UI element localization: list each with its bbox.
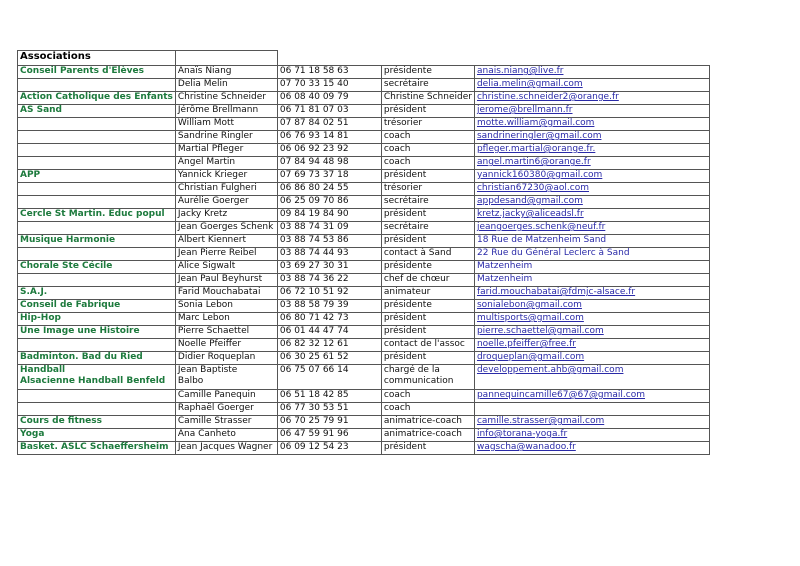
- associations-table: [17, 50, 710, 455]
- association-cell: [18, 79, 176, 92]
- association-cell: [18, 248, 176, 261]
- phone-cell: 06 51 18 42 85: [277, 390, 381, 403]
- name-cell: Marc Lebon: [175, 313, 277, 326]
- name-cell: Jean Pierre Reibel: [175, 248, 277, 261]
- contact-cell[interactable]: camille.strasser@gmail.com: [474, 416, 709, 429]
- name-cell: Noelle Pfeiffer: [175, 339, 277, 352]
- role-cell: président: [381, 105, 474, 118]
- table-row: [18, 209, 710, 222]
- contact-cell[interactable]: pfleger.martial@orange.fr.: [474, 144, 709, 157]
- association-cell: Chorale Ste Cécile: [18, 261, 176, 274]
- role-cell: contact à Sand: [381, 248, 474, 261]
- phone-cell: 06 77 30 53 51: [277, 403, 381, 416]
- table-row: [18, 118, 710, 131]
- contact-cell[interactable]: kretz.jacky@aliceadsl.fr: [474, 209, 709, 222]
- contact-cell[interactable]: jeangoerges.schenk@neuf.fr: [474, 222, 709, 235]
- table-row: [18, 442, 710, 455]
- association-cell: Hip-Hop: [18, 313, 176, 326]
- contact-cell[interactable]: appdesand@gmail.com: [474, 196, 709, 209]
- role-cell: présidente: [381, 300, 474, 313]
- role-cell: président: [381, 442, 474, 455]
- name-cell: Alice Sigwalt: [175, 261, 277, 274]
- phone-cell: 06 76 93 14 81: [277, 131, 381, 144]
- association-cell: APP: [18, 170, 176, 183]
- name-cell: Farid Mouchabatai: [175, 287, 277, 300]
- header-row: [18, 51, 710, 66]
- name-cell: Christian Fulgheri: [175, 183, 277, 196]
- header-spacer: [175, 51, 277, 66]
- phone-cell: 09 84 19 84 90: [277, 209, 381, 222]
- table-row: [18, 79, 710, 92]
- table-row: [18, 183, 710, 196]
- contact-cell[interactable]: sandrineringler@gmail.com: [474, 131, 709, 144]
- role-cell: animateur: [381, 287, 474, 300]
- role-cell: trésorier: [381, 118, 474, 131]
- association-cell: [18, 118, 176, 131]
- name-cell: Martial Pfleger: [175, 144, 277, 157]
- contact-cell: 22 Rue du Général Leclerc à Sand: [474, 248, 709, 261]
- role-cell: trésorier: [381, 183, 474, 196]
- name-cell: Sandrine Ringler: [175, 131, 277, 144]
- association-cell: Cours de fitness: [18, 416, 176, 429]
- role-cell: chef de chœur: [381, 274, 474, 287]
- table-row: [18, 365, 710, 390]
- contact-cell: Matzenheim: [474, 274, 709, 287]
- name-cell: Jean Baptiste Balbo: [175, 365, 277, 390]
- phone-cell: 06 30 25 61 52: [277, 352, 381, 365]
- contact-cell[interactable]: info@torana-yoga.fr: [474, 429, 709, 442]
- phone-cell: 03 88 74 31 09: [277, 222, 381, 235]
- table-title: Associations: [18, 51, 176, 66]
- table-row: [18, 92, 710, 105]
- phone-cell: 06 47 59 91 96: [277, 429, 381, 442]
- name-cell: Camille Strasser: [175, 416, 277, 429]
- contact-cell[interactable]: sonialebon@gmail.com: [474, 300, 709, 313]
- role-cell: secrétaire: [381, 196, 474, 209]
- phone-cell: 06 82 32 12 61: [277, 339, 381, 352]
- name-cell: Angel Martin: [175, 157, 277, 170]
- phone-cell: 03 69 27 30 31: [277, 261, 381, 274]
- association-cell: S.A.J.: [18, 287, 176, 300]
- table-row: [18, 313, 710, 326]
- role-cell: secrétaire: [381, 79, 474, 92]
- association-cell: [18, 183, 176, 196]
- name-cell: Jean Jacques Wagner: [175, 442, 277, 455]
- role-cell: coach: [381, 131, 474, 144]
- table-row: [18, 287, 710, 300]
- role-cell: chargé de la communication: [381, 365, 474, 390]
- role-cell: président: [381, 170, 474, 183]
- phone-cell: 06 06 92 23 92: [277, 144, 381, 157]
- association-cell: Conseil Parents d'Elèves: [18, 66, 176, 79]
- association-cell: Musique Harmonie: [18, 235, 176, 248]
- table-row: [18, 390, 710, 403]
- contact-cell: Matzenheim: [474, 261, 709, 274]
- association-cell: Yoga: [18, 429, 176, 442]
- table-row: [18, 416, 710, 429]
- association-cell: Badminton. Bad du Ried: [18, 352, 176, 365]
- role-cell: présidente: [381, 66, 474, 79]
- association-cell: [18, 274, 176, 287]
- role-cell: président: [381, 326, 474, 339]
- phone-cell: 07 70 33 15 40: [277, 79, 381, 92]
- name-cell: Ana Canheto: [175, 429, 277, 442]
- name-cell: Sonia Lebon: [175, 300, 277, 313]
- name-cell: Delia Melin: [175, 79, 277, 92]
- name-cell: Jean Goerges Schenk: [175, 222, 277, 235]
- phone-cell: 06 86 80 24 55: [277, 183, 381, 196]
- contact-cell[interactable]: wagscha@wanadoo.fr: [474, 442, 709, 455]
- role-cell: animatrice-coach: [381, 416, 474, 429]
- role-cell: président: [381, 352, 474, 365]
- table-row: [18, 222, 710, 235]
- name-cell: Albert Kiennert: [175, 235, 277, 248]
- contact-cell[interactable]: multisports@gmail.com: [474, 313, 709, 326]
- role-cell: président: [381, 235, 474, 248]
- name-cell: Didier Roqueplan: [175, 352, 277, 365]
- role-cell: présidente: [381, 261, 474, 274]
- phone-cell: 07 87 84 02 51: [277, 118, 381, 131]
- name-cell: William Mott: [175, 118, 277, 131]
- association-cell: Basket. ASLC Schaeffersheim: [18, 442, 176, 455]
- association-cell: [18, 131, 176, 144]
- phone-cell: 03 88 58 79 39: [277, 300, 381, 313]
- phone-cell: 03 88 74 36 22: [277, 274, 381, 287]
- association-cell: Cercle St Martin. Educ popul: [18, 209, 176, 222]
- contact-cell[interactable]: christine.schneider2@orange.fr: [474, 92, 709, 105]
- phone-cell: 06 71 81 07 03: [277, 105, 381, 118]
- table-row: [18, 352, 710, 365]
- name-cell: Anaïs Niang: [175, 66, 277, 79]
- name-cell: Christine Schneider: [175, 92, 277, 105]
- phone-cell: 06 01 44 47 74: [277, 326, 381, 339]
- association-cell: Handball Alsacienne Handball Benfeld: [18, 365, 176, 390]
- association-cell: Conseil de Fabrique: [18, 300, 176, 313]
- role-cell: contact de l'assoc: [381, 339, 474, 352]
- phone-cell: 07 69 73 37 18: [277, 170, 381, 183]
- association-cell: [18, 403, 176, 416]
- name-cell: Yannick Krieger: [175, 170, 277, 183]
- table-row: [18, 300, 710, 313]
- name-cell: Jacky Kretz: [175, 209, 277, 222]
- name-cell: Pierre Schaettel: [175, 326, 277, 339]
- association-cell: [18, 222, 176, 235]
- contact-cell[interactable]: developpement.ahb@gmail.com: [474, 365, 709, 390]
- table-row: [18, 157, 710, 170]
- table-row: [18, 235, 710, 248]
- table-row: [18, 66, 710, 79]
- contact-cell[interactable]: farid.mouchabatai@fdmjc-alsace.fr: [474, 287, 709, 300]
- contact-cell[interactable]: pannequincamille67@67@gmail.com: [474, 390, 709, 403]
- association-cell: [18, 196, 176, 209]
- phone-cell: 03 88 74 53 86: [277, 235, 381, 248]
- contact-cell[interactable]: yannick160380@gmail.com: [474, 170, 709, 183]
- association-cell: [18, 339, 176, 352]
- role-cell: coach: [381, 144, 474, 157]
- role-cell: président: [381, 209, 474, 222]
- contact-cell[interactable]: motte.william@gmail.com: [474, 118, 709, 131]
- name-cell: Aurélie Goerger: [175, 196, 277, 209]
- table-row: [18, 326, 710, 339]
- role-cell: secrétaire: [381, 222, 474, 235]
- phone-cell: 06 71 18 58 63: [277, 66, 381, 79]
- phone-cell: 06 25 09 70 86: [277, 196, 381, 209]
- contact-cell[interactable]: christian67230@aol.com: [474, 183, 709, 196]
- role-cell: président: [381, 313, 474, 326]
- table-row: [18, 274, 710, 287]
- table-row: [18, 429, 710, 442]
- contact-cell: [474, 403, 709, 416]
- table-row: [18, 170, 710, 183]
- association-cell: [18, 390, 176, 403]
- phone-cell: 06 75 07 66 14: [277, 365, 381, 390]
- table-row: [18, 403, 710, 416]
- phone-cell: 06 72 10 51 92: [277, 287, 381, 300]
- phone-cell: 07 84 94 48 98: [277, 157, 381, 170]
- name-cell: Camille Panequin: [175, 390, 277, 403]
- phone-cell: 06 09 12 54 23: [277, 442, 381, 455]
- role-cell: animatrice-coach: [381, 429, 474, 442]
- table-row: [18, 196, 710, 209]
- table-row: [18, 339, 710, 352]
- role-cell: coach: [381, 157, 474, 170]
- role-cell: coach: [381, 390, 474, 403]
- association-cell: Action Catholique des Enfants: [18, 92, 176, 105]
- association-cell: Une Image une Histoire: [18, 326, 176, 339]
- role-cell: Christine Schneider: [381, 92, 474, 105]
- contact-cell[interactable]: delia.melin@gmail.com: [474, 79, 709, 92]
- associations-sheet: [17, 50, 710, 455]
- association-cell: AS Sand: [18, 105, 176, 118]
- table-row: [18, 131, 710, 144]
- contact-cell[interactable]: jerome@brellmann.fr: [474, 105, 709, 118]
- association-cell: [18, 144, 176, 157]
- contact-cell: 18 Rue de Matzenheim Sand: [474, 235, 709, 248]
- table-row: [18, 261, 710, 274]
- name-cell: Jean Paul Beyhurst: [175, 274, 277, 287]
- phone-cell: 03 88 74 44 93: [277, 248, 381, 261]
- contact-cell[interactable]: pierre.schaettel@gmail.com: [474, 326, 709, 339]
- contact-cell[interactable]: anais.niang@live.fr: [474, 66, 709, 79]
- phone-cell: 06 70 25 79 91: [277, 416, 381, 429]
- role-cell: coach: [381, 403, 474, 416]
- contact-cell[interactable]: angel.martin6@orange.fr: [474, 157, 709, 170]
- table-row: [18, 248, 710, 261]
- phone-cell: 06 08 40 09 79: [277, 92, 381, 105]
- contact-cell[interactable]: noelle.pfeiffer@free.fr: [474, 339, 709, 352]
- phone-cell: 06 80 71 42 73: [277, 313, 381, 326]
- contact-cell[interactable]: droqueplan@gmail.com: [474, 352, 709, 365]
- table-row: [18, 144, 710, 157]
- association-cell: [18, 157, 176, 170]
- name-cell: Jérôme Brellmann: [175, 105, 277, 118]
- table-row: [18, 105, 710, 118]
- name-cell: Raphaël Goerger: [175, 403, 277, 416]
